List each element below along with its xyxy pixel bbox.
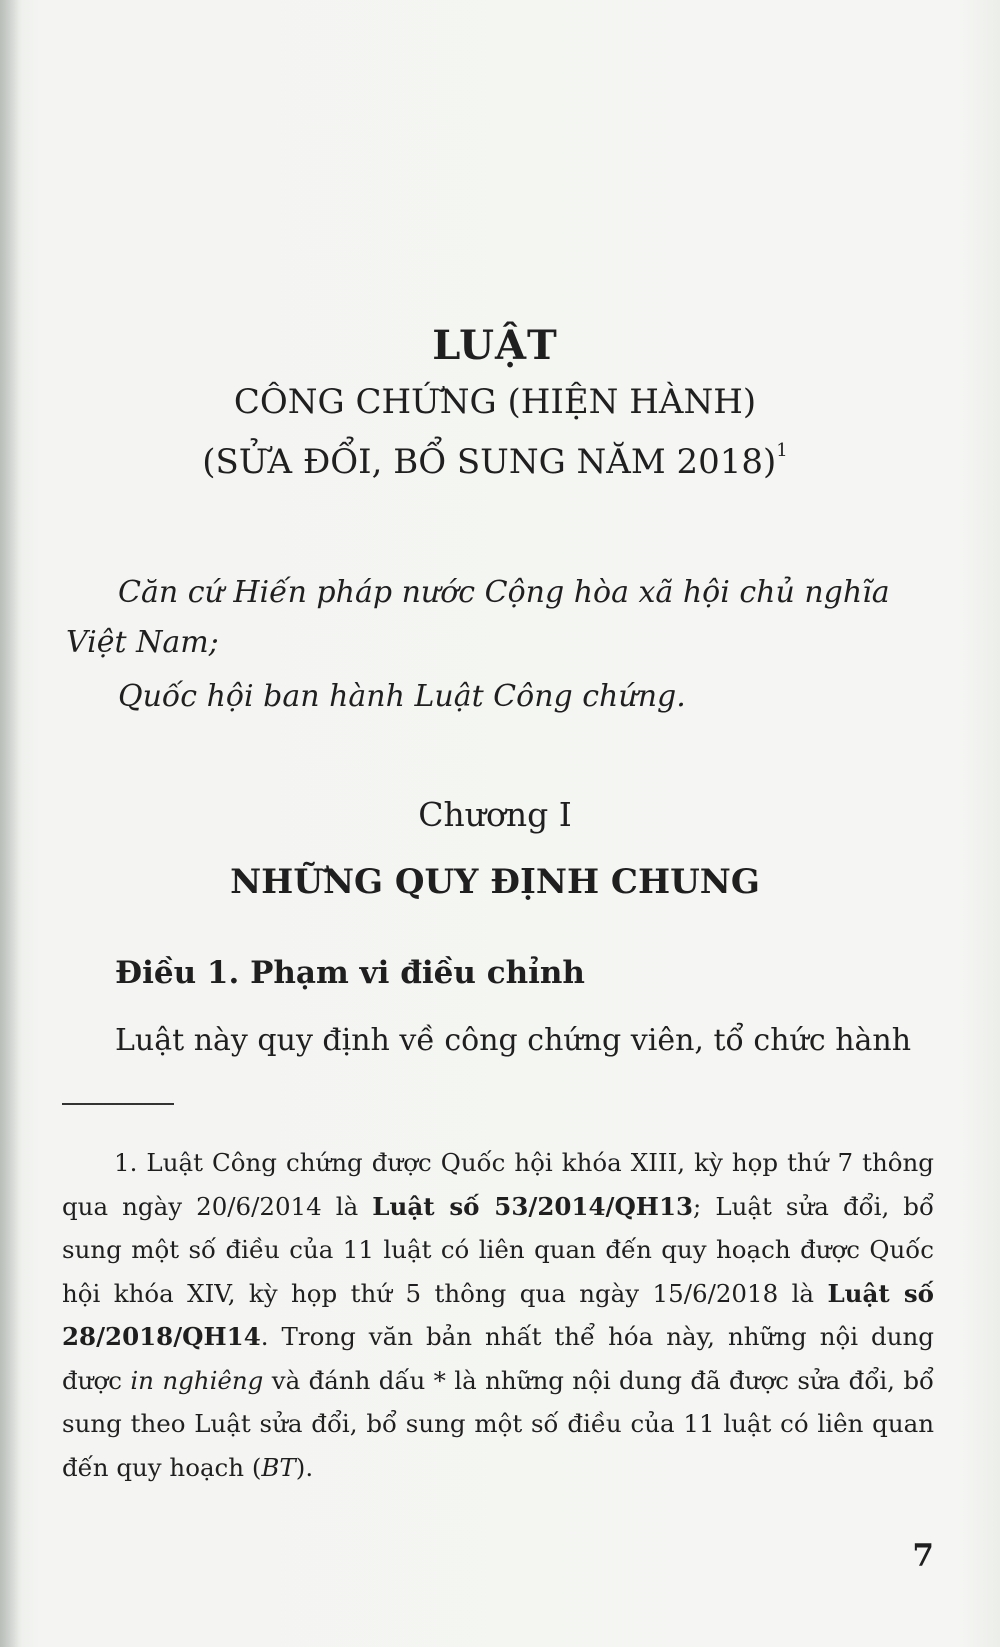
footnote-text-1: 1. Luật Công chứng được Quốc hội khóa XIII, kỳ họp thứ 7 thông qua ngày 20/6/2014 là — [62, 1148, 934, 1221]
footnote-law-number-2018: Luật số 28/2018/QH14 — [62, 1278, 934, 1351]
law-subtitle-line1: CÔNG CHỨNG (HIỆN HÀNH) — [233, 382, 757, 422]
law-subtitle-line2 — [50, 442, 940, 482]
footnote-marker: 1 — [776, 440, 788, 461]
footnote-abbreviation: BT — [261, 1452, 296, 1482]
footnote-1 — [62, 1141, 934, 1489]
footnote-text-4: và đánh dấu * là những nội dung đã được sửa đổi, bổ sung theo Luật sửa đổi, bổ sung một số điều của 11 luật có liên quan đến quy hoạch ( — [62, 1365, 935, 1482]
law-subtitle-line2-text: (SỬA ĐỔI, BỔ SUNG NĂM 2018) — [202, 442, 777, 482]
chapter-number: Chương I — [418, 795, 572, 834]
law-title: LUẬT — [432, 322, 558, 369]
footnote-text-2: ; Luật sửa đổi, bổ sung một số điều của 11 luật có liên quan đến quy hoạch được Quốc hội khóa XIV, kỳ họp thứ 5 thông qua ngày 15/6/2018 là — [62, 1191, 934, 1308]
footnote-text-5: ). — [295, 1452, 314, 1482]
footnote-law-number-2014: Luật số 53/2014/QH13 — [372, 1191, 694, 1221]
article-1-body: Luật này quy định về công chứng viên, tổ chức hành — [115, 1023, 912, 1058]
article-1-title: Điều 1. Phạm vi điều chỉnh — [115, 955, 585, 991]
preamble-constitution: Căn cứ Hiến pháp nước Cộng hòa xã hội chủ nghĩa Việt Nam; — [66, 575, 890, 660]
page-number: 7 — [912, 1538, 934, 1574]
footnote-italic-term: in nghiêng — [130, 1365, 264, 1395]
preamble-enactment: Quốc hội ban hành Luật Công chứng. — [118, 679, 686, 714]
footnote-text-3: . Trong văn bản nhất thể hóa này, những nội dung được — [62, 1322, 934, 1395]
footnote-divider — [62, 1103, 174, 1105]
chapter-title: NHỮNG QUY ĐỊNH CHUNG — [230, 862, 760, 902]
spine-shadow — [0, 0, 22, 1647]
